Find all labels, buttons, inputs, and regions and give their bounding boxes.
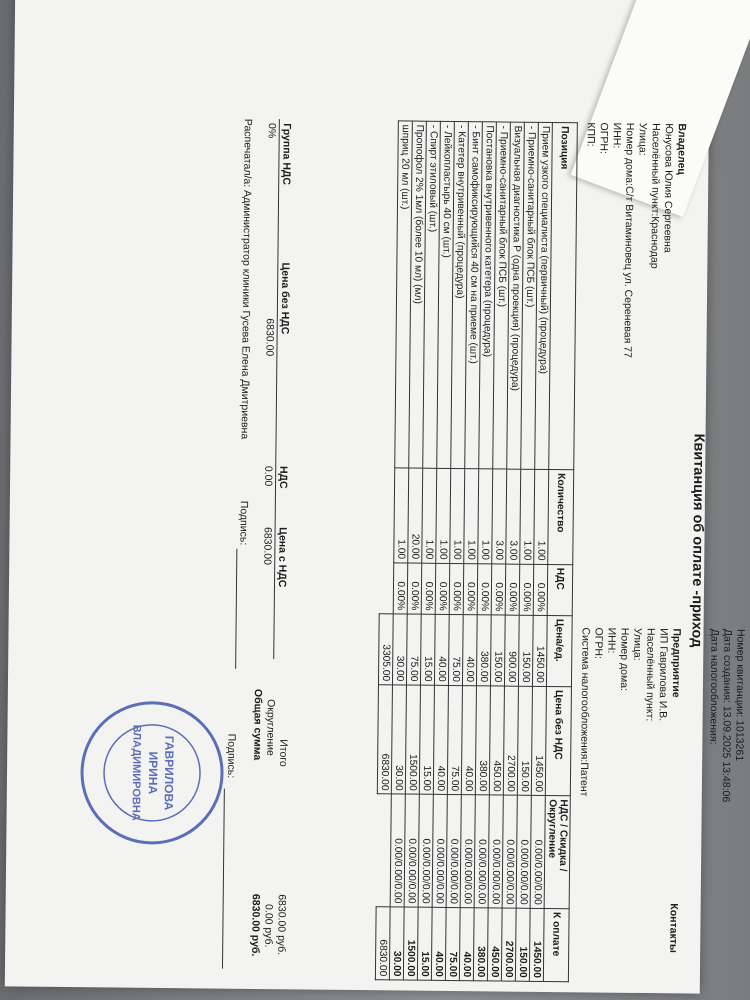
row-to-pay: 40.00 <box>459 908 474 981</box>
totals-spacer <box>379 562 394 613</box>
row-position: - Лейкопластырь 40 см (шт.) <box>437 121 455 468</box>
row-position: - Приемно-санитарный блок ПСБ (шт.) <box>521 122 539 469</box>
row-vat-discount-rounding: 0.00/0.00/0.00 <box>404 794 419 907</box>
owner-heading: Владелец <box>675 123 688 175</box>
row-qty: 1.00 <box>478 469 493 564</box>
row-price-no-vat: 450.00 <box>489 686 504 796</box>
signature-label-2: Подпись: <box>224 733 238 779</box>
row-to-pay: 40.00 <box>431 907 446 980</box>
row-vat-discount-rounding: 0.00/0.00/0.00 <box>502 795 517 908</box>
row-vat: 0.00% <box>393 563 408 614</box>
receipt-document <box>10 46 750 989</box>
summary-rounding-label: Округление <box>264 699 277 756</box>
row-vat: 0.00% <box>421 563 436 614</box>
row-price-unit: 150.00 <box>518 615 533 686</box>
row-to-pay: 380.00 <box>473 908 488 981</box>
col-vat-discount-label: НДС / Скидка / <box>557 799 569 872</box>
row-vat: 0.00% <box>533 564 548 615</box>
stamp-line-1: ГАВРИЛОВА <box>161 735 177 811</box>
row-price-no-vat: 30.00 <box>391 685 406 795</box>
receipt-number: Номер квитанции: 1013261 <box>733 628 747 762</box>
tax-table <box>259 119 294 659</box>
row-qty: 1.00 <box>450 468 465 563</box>
tax-group: 0% <box>265 123 278 139</box>
owner-inn: ИНН: <box>610 122 623 149</box>
totals-spacer <box>376 794 391 907</box>
company-name: ИП Гаврилова И.В. <box>656 628 670 722</box>
summary-grand-label: Общая сумма <box>251 688 264 761</box>
row-price-unit: 40.00 <box>434 614 449 685</box>
row-to-pay: 1450.00 <box>529 908 544 981</box>
receipt-tax-date: Дата налогообложения: <box>707 628 721 745</box>
row-price-unit: 75.00 <box>406 614 421 685</box>
row-vat-discount-rounding: 0.00/0.00/0.00 <box>530 796 545 909</box>
row-position: Пропофол 2% 1мл (более 10 мл) (мл) <box>409 121 427 468</box>
row-qty: 1.00 <box>534 469 549 564</box>
owner-house: Номер дома:С/т Витаминовец ул. Сереневая 77 <box>621 122 636 358</box>
row-vat: 0.00% <box>449 563 464 614</box>
row-position: - Приемно-санитарный блок ПСБ (шт.) <box>493 122 511 469</box>
row-to-pay: 2700.00 <box>501 908 516 981</box>
summary-total-value: 6830.00 руб. <box>275 894 288 956</box>
row-vat-discount-rounding: 0.00/0.00/0.00 <box>390 794 405 907</box>
row-price-unit: 900.00 <box>504 615 519 686</box>
row-position: - Бинт самофиксирующийся 40 см на приеме (шт.) <box>465 122 483 469</box>
tax-col-no-vat: Цена без НДС <box>276 258 293 462</box>
row-position: Постановка внутривенного катетера (процедура) <box>479 122 497 469</box>
row-vat: 0.00% <box>519 564 534 615</box>
row-price-unit: 30.00 <box>392 614 407 685</box>
row-price-unit: 380.00 <box>476 615 491 686</box>
owner-name: Юнусова Юлия Сергеевна <box>661 123 675 253</box>
row-price-unit: 15.00 <box>420 614 435 685</box>
owner-kpp: КПП: <box>584 122 597 147</box>
col-position: Позиция <box>549 123 578 470</box>
row-price-no-vat: 40.00 <box>433 685 448 795</box>
row-qty: 3.00 <box>506 469 521 564</box>
owner-ogrn: ОГРН: <box>597 122 610 154</box>
row-qty: 1.00 <box>436 468 451 563</box>
row-price-no-vat: 75.00 <box>447 685 462 795</box>
summary-grand-value: 6830.00 руб. <box>249 893 262 957</box>
stamp-line-2: ИРИНА <box>145 751 161 795</box>
col-qty: Количество <box>548 470 574 565</box>
col-vat: НДС <box>547 564 573 615</box>
row-position: шприц 20 мл (шт.) <box>395 121 413 468</box>
col-to-pay: К оплате <box>543 908 569 981</box>
tax-no-vat: 6830.00 <box>263 318 276 357</box>
signature-label: Подпись: <box>237 500 250 546</box>
row-position: - Спирт этиловый (шт.) <box>423 121 441 468</box>
company-house: Номер дома: <box>617 627 631 692</box>
owner-city: Населённый пункт:Краснодар <box>648 123 662 269</box>
row-to-pay: 75.00 <box>445 907 460 980</box>
summary-total-label: Итого <box>277 739 290 767</box>
receipt-created: Дата создания: 13.09.2025 13:48:06 <box>719 628 734 803</box>
owner-street: Улица: <box>636 122 649 156</box>
total-price-no-vat: 6830.00 <box>377 685 392 794</box>
row-vat: 0.00% <box>407 563 422 614</box>
tax-col-group: Группа НДС <box>278 119 294 258</box>
row-vat: 0.00% <box>477 563 492 614</box>
company-heading: Предприятие <box>669 628 683 698</box>
row-price-no-vat: 2700.00 <box>503 686 518 796</box>
col-vat-discount <box>544 796 570 909</box>
company-city: Населённый пункт: <box>643 628 657 722</box>
row-vat: 0.00% <box>491 564 506 615</box>
row-vat-discount-rounding: 0.00/0.00/0.00 <box>516 795 531 908</box>
col-rounding-label: Округление <box>546 799 558 859</box>
row-price-no-vat: 380.00 <box>475 686 490 796</box>
total-price-unit: 3305.00 <box>378 614 393 685</box>
row-qty: 1.00 <box>464 469 479 564</box>
receipt-sheet <box>5 0 747 994</box>
row-price-unit: 75.00 <box>448 614 463 685</box>
row-vat-discount-rounding: 0.00/0.00/0.00 <box>460 795 475 908</box>
row-vat-discount-rounding: 0.00/0.00/0.00 <box>432 795 447 908</box>
row-price-unit: 150.00 <box>490 615 505 686</box>
company-inn: ИНН: <box>605 627 618 654</box>
row-qty: 1.00 <box>394 468 409 563</box>
row-price-no-vat: 15.00 <box>419 685 434 795</box>
stamp-line-3: ВЛАДИМИРОВНА <box>129 724 143 821</box>
row-vat-discount-rounding: 0.00/0.00/0.00 <box>474 795 489 908</box>
row-price-no-vat: 1450.00 <box>531 686 546 796</box>
row-to-pay: 1500.00 <box>403 907 418 980</box>
tax-col-with-vat: Цена с НДС <box>274 523 290 659</box>
row-qty: 1.00 <box>520 469 535 564</box>
receipt-title: Квитанция об оплате -приход <box>688 433 707 648</box>
row-vat: 0.00% <box>435 563 450 614</box>
summary-rounding-value: 0.00 руб. <box>262 904 275 948</box>
tax-with-vat: 6830.00 <box>261 526 274 566</box>
total-to-pay: 6830.00 <box>375 907 390 980</box>
printed-by: Распечатал/а: Администратор клиники Гусева Елена Дмитриевна <box>238 118 254 440</box>
col-price-no-vat: Цена без НДС <box>545 686 571 796</box>
row-vat-discount-rounding: 0.00/0.00/0.00 <box>418 794 433 907</box>
items-table <box>375 120 578 982</box>
signature-line <box>235 549 237 669</box>
row-position: Прием узкого специалиста (первичный) (процедура) <box>535 122 553 469</box>
row-price-no-vat: 150.00 <box>517 686 532 796</box>
row-qty: 1.00 <box>422 468 437 563</box>
row-vat: 0.00% <box>463 563 478 614</box>
totals-spacer <box>380 468 395 563</box>
row-price-no-vat: 1500.00 <box>405 685 420 795</box>
col-price-unit: Цена/ед. <box>546 615 572 686</box>
tax-col-vat: НДС <box>275 462 290 523</box>
company-tax-system: Система налогообложения:Патент <box>577 627 592 797</box>
row-price-unit: 1450.00 <box>532 615 547 686</box>
row-vat-discount-rounding: 0.00/0.00/0.00 <box>488 795 503 908</box>
row-to-pay: 15.00 <box>417 907 432 980</box>
row-position: - Катетер внутривенный (процедура) <box>451 121 469 468</box>
company-street: Улица: <box>631 627 644 661</box>
row-qty: 3.00 <box>492 469 507 564</box>
row-to-pay: 450.00 <box>487 908 502 981</box>
row-qty: 20.00 <box>408 468 423 563</box>
row-price-no-vat: 40.00 <box>461 685 476 795</box>
company-stamp <box>76 697 228 849</box>
row-to-pay: 150.00 <box>515 908 530 981</box>
row-price-unit: 40.00 <box>462 614 477 685</box>
row-position: Визуальная диагностика Р (одна проекция) (процедура) <box>507 122 525 469</box>
tax-vat: 0.00 <box>262 465 275 487</box>
row-vat: 0.00% <box>505 564 520 615</box>
row-vat-discount-rounding: 0.00/0.00/0.00 <box>446 795 461 908</box>
row-to-pay: 30.00 <box>389 907 404 980</box>
contacts-heading: Контакты <box>667 903 680 953</box>
company-ogrn: ОГРН: <box>592 627 605 659</box>
